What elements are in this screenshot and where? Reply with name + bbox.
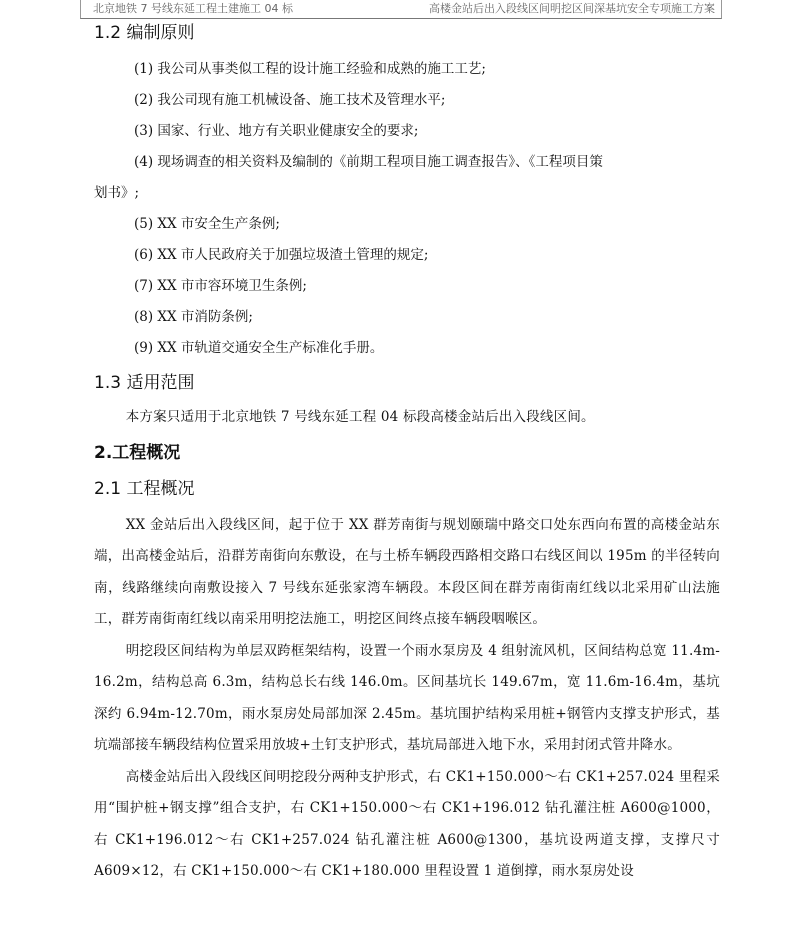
list-item: (1) 我公司从事类似工程的设计施工经验和成熟的施工工艺;: [134, 61, 486, 77]
list-item: (5) XX 市安全生产条例;: [134, 216, 280, 232]
section-1-3-title: 1.3 适用范围: [94, 373, 195, 393]
paragraph: 明挖段区间结构为单层双跨框架结构，设置一个雨水泵房及 4 组射流风机，区间结构总宽 11.4m-16.2m，结构总高 6.3m，结构总长右线 146.0m。区间基坑长 149.67m，宽 11.6m-16.4m，基坑深约 6.94m-12.70m，雨水泵房处局部加深 2.45m。基坑围护结构采用桩+钢管内支撑支护形式，基坑端部接车辆段结构位置采用放坡+土钉支护形式，基坑局部进入地下水，采用封闭式管井降水。: [94, 642, 720, 753]
list-item: (2) 我公司现有施工机械设备、施工技术及管理水平;: [134, 92, 446, 108]
header-right-text: 高楼金站后出入段线区间明挖区间深基坑安全专项施工方案: [429, 2, 715, 15]
list-item-continuation: 划书》;: [94, 185, 140, 201]
list-item: (9) XX 市轨道交通安全生产标准化手册。: [134, 340, 384, 356]
section-1-3-text: 本方案只适用于北京地铁 7 号线东延工程 04 标段高楼金站后出入段线区间。: [125, 409, 595, 425]
page-header: [80, 0, 722, 19]
document-body: [94, 18, 720, 888]
list-item: (8) XX 市消防条例;: [134, 309, 253, 325]
list-item: (7) XX 市市容环境卫生条例;: [134, 278, 307, 294]
section-1-2-title: 1.2 编制原则: [94, 23, 195, 43]
section-2-1-title: 2.1 工程概况: [94, 478, 195, 499]
section-2-title: 2.工程概况: [94, 442, 181, 463]
header-left-text: 北京地铁 7 号线东延工程土建施工 04 标: [93, 2, 293, 15]
paragraph: 高楼金站后出入段线区间明挖段分两种支护形式，右 CK1+150.000～右 CK1+257.024 里程采用“围护桩+钢支撑”组合支护，右 CK1+150.000～右 CK1+196.012 钻孔灌注桩 A600@1000，右 CK1+196.012～右 CK1+257.024 钻孔灌注桩 A600@1300，基坑设两道支撑，支撑尺寸 A609×12，右 CK1+150.000～右 CK1+180.000 里程设置 1 道倒撑，雨水泵房处设: [94, 768, 720, 879]
paragraph: XX 金站后出入段线区间，起于位于 XX 群芳南街与规划颐瑞中路交口处东西向布置的高楼金站东端，出高楼金站后，沿群芳南街向东敷设，在与土桥车辆段西路相交路口右线区间以 195m 的半径转向南，线路继续向南敷设接入 7 号线东延张家湾车辆段。本段区间在群芳南街南红线以北采用矿山法施工，群芳南街南红线以南采用明挖法施工，明挖区间终点接车辆段咽喉区。: [94, 516, 720, 627]
list-item: (4) 现场调查的相关资料及编制的《前期工程项目施工调查报告》、《工程项目策: [134, 154, 603, 170]
list-item: (3) 国家、行业、地方有关职业健康安全的要求;: [134, 123, 419, 139]
list-item: (6) XX 市人民政府关于加强垃圾渣土管理的规定;: [134, 247, 429, 263]
